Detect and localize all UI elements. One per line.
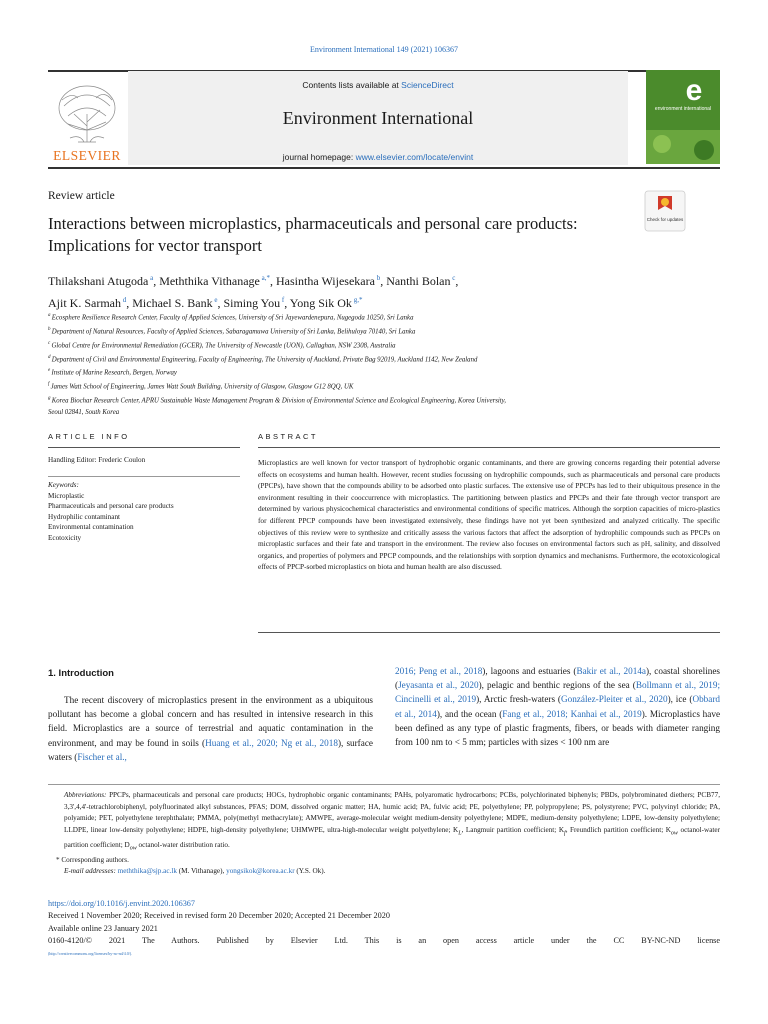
email-addresses	[48, 866, 720, 878]
journal-reference[interactable]: Environment International 149 (2021) 106367	[310, 45, 458, 54]
affiliation-text: Ecosphere Resilience Research Center, Faculty of Applied Sciences, University of Sri Jayewardenepura, Nugegoda 10250, Sri Lanka	[51, 314, 414, 322]
affiliation-text: James Watt School of Engineering, James Watt South Building, University of Glasgow, Glasgow G12 8QQ, UK	[50, 383, 354, 391]
author-name: Siming You	[223, 296, 281, 310]
body-text: The recent discovery of microplastics present in the environment as a ubiquitous pollutant has become a global concern and has resulted in intensive research in this field. Microplastics are a source of terrestrial and aquatic contamination in the environment, and may be found in soils (	[48, 695, 373, 748]
affiliation-marker: f	[48, 382, 51, 388]
affiliation-marker: c	[48, 340, 52, 346]
citation-link[interactable]: Bollmann et al., 2019; Cincinelli et al., 2019	[395, 680, 721, 705]
abstract-heading: ABSTRACT	[258, 432, 319, 441]
affiliation-marker: e	[48, 368, 52, 374]
intro-column-right	[395, 664, 720, 749]
author-name: Thilakshani Atugoda	[48, 274, 149, 288]
homepage-link[interactable]: www.elsevier.com/locate/envint	[355, 152, 474, 162]
kl-sub: L	[458, 830, 462, 837]
article-info-heading: ARTICLE INFO	[48, 432, 130, 441]
journal-title: Environment International	[282, 108, 474, 128]
keywords-label: Keywords:	[48, 481, 79, 489]
body-text: ), ice (	[667, 694, 693, 705]
affiliation-text: Korea Biochar Research Center, APRU Sustainable Waste Management Program & Division of Environmental Science and Ecological Engineering, Korea University,	[51, 397, 506, 405]
journal-cover-thumbnail[interactable]	[646, 70, 720, 164]
handling-editor: Handling Editor: Frederic Coulon	[48, 456, 146, 464]
affiliation-text: Institute of Marine Research, Bergen, Norway	[51, 369, 177, 377]
publication-info	[48, 898, 720, 960]
author-separator: ,	[455, 274, 459, 288]
corresponding-authors-note: * Corresponding authors.	[56, 855, 129, 864]
author-affiliation-marker[interactable]: a,*	[259, 274, 270, 282]
author-separator: ,	[153, 274, 160, 288]
author-separator: ,	[217, 296, 224, 310]
article-type: Review article	[48, 190, 115, 202]
citation-link[interactable]: Jeyasanta et al., 2020	[398, 680, 479, 691]
keyword-item: Ecotoxicity	[48, 533, 82, 542]
header-bottom-rule	[48, 167, 720, 169]
footnotes	[48, 790, 720, 878]
check-for-updates-button[interactable]	[644, 190, 686, 232]
keywords-rule	[48, 476, 240, 477]
affiliation-item	[48, 407, 718, 419]
abbreviations-text-3: , Freundlich partition coefficient; K	[565, 825, 671, 834]
author-name: Hasintha Wijesekara	[276, 274, 375, 288]
homepage-line	[128, 152, 628, 162]
check-updates-label: Check for updates	[646, 217, 684, 222]
body-text: ), lagoons and estuaries (	[482, 666, 577, 676]
author-affiliation-marker[interactable]: b	[374, 274, 381, 282]
keyword-item: Hydrophilic contaminant	[48, 512, 121, 521]
affiliation-marker: d	[48, 354, 52, 360]
affiliation-item	[48, 365, 718, 379]
author-separator: ,	[270, 274, 276, 288]
author-separator: ,	[284, 296, 290, 310]
intro-column-left	[48, 693, 373, 764]
contents-line	[128, 80, 628, 90]
keyword-item: Environmental contamination	[48, 523, 134, 531]
author-name: Michael S. Bank	[132, 296, 213, 310]
citation-link[interactable]: González-Pleiter et al., 2020	[560, 694, 668, 705]
affiliation-item	[48, 393, 718, 407]
email-link-vithanage[interactable]: meththika@sjp.ac.lk	[117, 867, 177, 876]
email-name-vithanage: (M. Vithanage),	[176, 867, 227, 876]
homepage-prefix: journal homepage:	[282, 152, 356, 162]
citation-link[interactable]: Fischer et al.,	[77, 751, 127, 762]
sciencedirect-link[interactable]: ScienceDirect	[401, 80, 454, 90]
citation-link[interactable]: Fang et al., 2018; Kanhai et al., 2019	[502, 708, 642, 719]
introduction-heading: 1. Introduction	[48, 668, 114, 679]
citation-link[interactable]: Bakir et al., 2014a	[576, 666, 646, 676]
affiliation-marker: a	[48, 313, 52, 318]
abstract-text: Microplastics are well known for vector transport of hydrophobic organic contaminants, and there are growing concerns regarding their potential adverse effects on ecosystems and human health. However, recent studies focussing on hydrophilic compounds, such as pharmaceuticals and personal care products (PPCPs), have shown that the compounds ability to be adsorbed onto plastic surfaces. The extensive use of PPCPs has led to their ubiquitous presence in the environment resulting in their cooccurrence with microplastics. The partitioning between plastics and PPCPs and their fate through vector transport are determined by various physicochemical characteristics and environmental conditions of specific matrices. Although the sorption capacities of micro-plastics for different PPCP compounds have been investigated extensively, these findings have not yet been synthesized and analyzed critically. The specific objectives of this review were to synthesize and critically assess the various factors that affect the adsorption of hydrophilic compounds such as PPCPs on microplastic surfaces and their fate and transport in the environment. The review also focuses on environmental factors such as pH, salinity, and dissolved organics, and properties of polymers and PPCP compounds, and the relationships with sorption dynamics and mechanisms. Furthermore, the ecotoxicological effects of PPCP-sorbed microplastics on biota and human health are also discussed.	[258, 458, 720, 572]
abbreviations-text-4: octanol-water partition coefficient; D	[64, 825, 720, 849]
author-name: Ajit K. Sarmah	[48, 296, 121, 310]
email-name-ok: (Y.S. Ok).	[294, 867, 326, 876]
author-affiliation-marker[interactable]: a	[148, 274, 154, 282]
citation-link[interactable]: 2016; Peng et al., 2018	[395, 666, 483, 676]
check-updates-icon	[644, 190, 686, 232]
author-affiliation-marker[interactable]: d	[121, 296, 127, 304]
author-name: Meththika Vithanage	[159, 274, 260, 288]
abbreviations-text-5: octanol-water distribution ratio.	[136, 840, 230, 849]
author-affiliation-marker[interactable]: c	[450, 274, 456, 282]
cover-e-logo: e	[685, 74, 703, 107]
author-separator: ,	[126, 296, 133, 310]
contents-prefix: Contents lists available at	[302, 80, 402, 90]
affiliation-text: Department of Civil and Environmental Engineering, Faculty of Engineering, The University of Auckland, Private Bag 92019, Auckland 1142, New Zealand	[51, 355, 478, 363]
affiliation-item	[48, 324, 718, 338]
affiliation-text: Department of Natural Resources, Faculty of Applied Sciences, Sabaragamuwa University of Sri Lanka, Belihuloya 70140, Sri Lanka	[51, 328, 416, 336]
affiliation-marker: b	[48, 326, 52, 332]
affiliation-item	[48, 338, 718, 352]
doi-link[interactable]: https://doi.org/10.1016/j.envint.2020.106367	[48, 899, 195, 908]
affiliation-text: Seoul 02841, South Korea	[48, 409, 120, 417]
license-link[interactable]: (http://creativecommons.org/licenses/by-nc-nd/4.0/).	[48, 950, 133, 956]
affiliation-item	[48, 352, 718, 366]
citation-link[interactable]: Huang et al., 2020; Ng et al., 2018	[205, 737, 338, 748]
dow-sub: ow	[129, 845, 137, 852]
footnote-rule	[48, 784, 720, 785]
email-link-ok[interactable]: yongsikok@korea.ac.kr	[226, 867, 295, 876]
keyword-item: Pharmaceuticals and personal care products	[48, 502, 174, 510]
affiliation-marker: g	[48, 396, 52, 402]
article-info-rule	[48, 447, 240, 448]
author-list	[48, 269, 648, 313]
author-affiliation-marker[interactable]: e	[212, 296, 218, 304]
affiliation-item	[48, 310, 718, 324]
author-affiliation-marker[interactable]: g,*	[351, 296, 363, 304]
elsevier-wordmark: ELSEVIER	[53, 148, 121, 162]
body-text: ), Arctic fresh-waters (	[476, 694, 561, 705]
author-name: Yong Sik Ok	[289, 296, 352, 310]
affiliation-item	[48, 379, 718, 393]
article-title: Interactions between microplastics, pharmaceuticals and personal care products: Implications for vector transport	[48, 214, 578, 255]
email-label: E-mail addresses:	[64, 867, 116, 876]
abbreviations-footnote	[48, 790, 720, 855]
abstract-bottom-rule	[258, 632, 720, 633]
author-name: Nanthi Bolan	[386, 274, 451, 288]
author-affiliation-marker[interactable]: f	[280, 296, 285, 304]
abstract-top-rule	[258, 447, 720, 448]
kow-sub: ow	[670, 830, 678, 837]
body-text: ), and the ocean (	[436, 708, 503, 719]
body-text: ), coastal shorelines (	[395, 666, 720, 691]
elsevier-tree-logo	[48, 78, 126, 162]
abbreviations-label: Abbreviations:	[64, 791, 107, 799]
abbreviations-text-2: , Langmuir partition coefficient; K	[461, 825, 565, 834]
available-online: Available online 23 January 2021	[48, 923, 158, 933]
received-dates: Received 1 November 2020; Received in revised form 20 December 2020; Accepted 21 December 2020	[48, 911, 390, 921]
author-separator: ,	[380, 274, 387, 288]
affiliation-list	[48, 310, 718, 419]
keyword-item: Microplastic	[48, 491, 85, 500]
keywords-block	[48, 480, 243, 543]
body-text: ). Microplastics have been defined as any type of plastic fragments, fibers, or beads with diameter ranging from 100 nm to < 5 mm; particles with sizes < 100 nm are	[395, 708, 721, 748]
keyword-list	[48, 491, 243, 544]
kf-sub: f	[564, 830, 566, 837]
license-statement: 0160-4120/© 2021 The Authors. Published by Elsevier Ltd. This is an open access article under the CC BY-NC-ND license	[48, 936, 720, 946]
abbreviations-text: PPCPs, pharmaceuticals and personal care products; HOCs, hydrophobic organic contaminants; PAHs, polyaromatic hydrocarbons; PCBs, polychlorinated biphenyls; PBDs, polybrominated diethers; PCB77, 3,3',4,4'-tetrachlorobiphenyl, polyfluorinated alkyl substances, PFAS; DOM, dissolved organic matter; HA, humic acid; PA, fulvic acid; PE, polyethylene; PP, polypropylene; PS, polystyrene; PVC, polyvinyl chloride; PA, polyamide; PET, polyethylene terephthalate; PMMA, poly(methyl methacrylate); AMWPE, average-molecular weight medium-density polyethylene; MDPE, medium-density polyethylene; LDPE, low-density polyethylene; LLDPE, linear low-density polyethylene; HDPE, high-density polyethylene; UHMWPE, ultra-high-molecular weight polyethylene; K	[64, 791, 720, 834]
body-text: ), pelagic and benthic regions of the sea (	[478, 680, 636, 691]
citation-link[interactable]: Obbard et al., 2014	[395, 694, 720, 719]
cover-title: environment international	[654, 106, 712, 112]
affiliation-text: Global Centre for Environmental Remediation (GCER), The University of Newcastle (UON), Callaghan, NSW 2308, Australia	[51, 341, 396, 349]
body-text: ), surface waters (	[48, 737, 373, 762]
